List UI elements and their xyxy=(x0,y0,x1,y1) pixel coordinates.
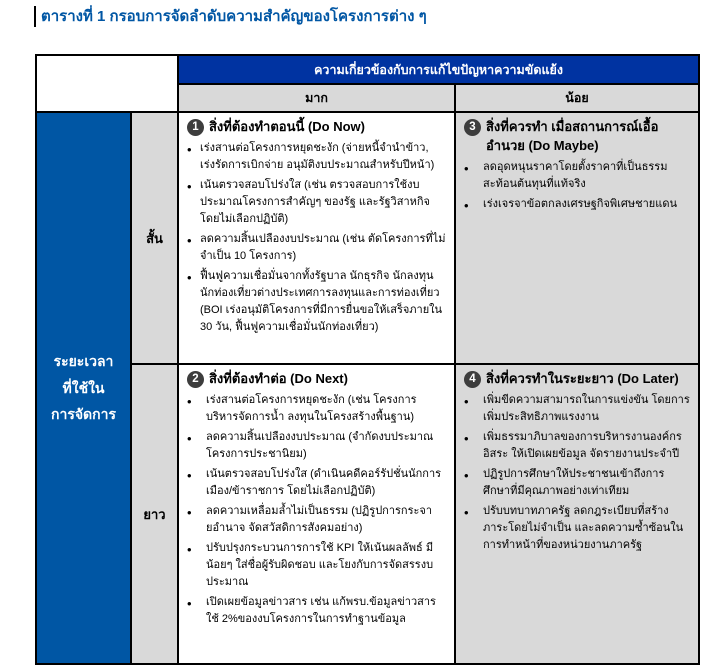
number-badge-icon: 1 xyxy=(187,119,204,136)
list-item: • เน้นตรวจสอบโปร่งใส (เช่น ตรวจสอบการใช้งบประมาณโครงการสำคัญๆ ของรัฐ และรัฐวิสาหกิจ โดยไม่เลือกปฏิบัติ) xyxy=(187,177,446,228)
number-badge-icon: 4 xyxy=(464,371,481,388)
row-header-long: ยาว xyxy=(132,365,179,663)
list-item: • เน้นตรวจสอบโปร่งใส (ดำเนินคดีคอร์รัปชั่นนักการเมือง/ข้าราชการ โดยไม่เลือกปฏิบัติ) xyxy=(187,466,446,500)
bullet-list xyxy=(187,392,446,629)
quadrant-do-now xyxy=(179,113,456,365)
list-item: • ลดความสิ้นเปลืองงบประมาณ (จำกัดงบประมาณโครงการประชานิยม) xyxy=(187,429,446,463)
list-item: • เร่งสานต่อโครงการหยุดชะงัก (เช่น โครงการบริหารจัดการน้ำ ลงทุนในโครงสร้างพื้นฐาน) xyxy=(187,392,446,426)
row-header-line-2: ที่ใช้ใน xyxy=(62,379,105,396)
column-header-low: น้อย xyxy=(456,85,698,113)
quadrant-do-next xyxy=(179,365,456,663)
list-item: • ลดความเหลื่อมล้ำไม่เป็นธรรม (ปฏิรูปการกระจายอำนาจ จัดสวัสดิการสังคมอย่าง) xyxy=(187,503,446,537)
quadrant-heading xyxy=(464,370,690,389)
quadrant-do-later xyxy=(456,365,698,663)
list-item: • ลดอุดหนุนราคาโดยตั้งราคาที่เป็นธรรม สะท้อนต้นทุนที่แท้จริง xyxy=(464,159,690,193)
quadrant-heading xyxy=(464,118,690,156)
list-item: • ปรับบทบาทภาครัฐ ลดกฎระเบียบที่สร้างภาระโดยไม่จำเป็น และลดความซ้ำซ้อนในการทำหน้าที่ของหน่วยงานภาครัฐ xyxy=(464,503,690,554)
column-group-header: ความเกี่ยวข้องกับการแก้ไขปัญหาความขัดแย้ง xyxy=(179,56,698,85)
bullet-list xyxy=(187,140,446,337)
column-header-high: มาก xyxy=(179,85,456,113)
quadrant-title: สิ่งที่ควรทำในระยะยาว (Do Later) xyxy=(486,371,679,386)
bullet-list xyxy=(464,159,690,213)
row-header-line-1: ระยะเวลา xyxy=(53,353,114,370)
list-item: • ฟื้นฟูความเชื่อมั่นจากทั้งรัฐบาล นักธุรกิจ นักลงทุน นักท่องเที่ยวต่างประเทศการลงทุนและการท่องเที่ยว (BOI เร่งอนุมัติโครงการที่มีการยื่นขอให้เสร็จภายใน 30 วัน, ฟื้นฟูความเชื่อมั่นนักท่องเที่ยว) xyxy=(187,268,446,336)
list-item: • ปฏิรูปการศึกษาให้ประชาชนเข้าถึงการศึกษาที่มีคุณภาพอย่างเท่าเทียม xyxy=(464,466,690,500)
table-caption: ตารางที่ 1 กรอบการจัดลำดับความสำคัญของโครงการต่าง ๆ xyxy=(34,6,706,27)
quadrant-title: สิ่งที่ต้องทำตอนนี้ (Do Now) xyxy=(209,119,365,134)
priority-matrix-table xyxy=(35,54,700,665)
row-header-short: สั้น xyxy=(132,113,179,365)
number-badge-icon: 2 xyxy=(187,371,204,388)
row-header-line-3: การจัดการ xyxy=(50,406,116,423)
list-item: • เร่งสานต่อโครงการหยุดชะงัก (จ่ายหนี้จำนำข้าว, เร่งรัดการเบิกจ่าย อนุมัติงบประมาณสำหรับปีหน้า) xyxy=(187,140,446,174)
list-item: • เพิ่มธรรมาภิบาลของการบริหารงานองค์กรอิสระ ให้เปิดเผยข้อมูล จัดรายงานประจำปี xyxy=(464,429,690,463)
bullet-list xyxy=(464,392,690,554)
quadrant-heading xyxy=(187,370,446,389)
list-item: • ปรับปรุงกระบวนการการใช้ KPI ให้เน้นผลลัพธ์ มีน้อยๆ ใส่ชื่อผู้รับผิดชอบ และโยงกับการจัดสรรงบประมาณ xyxy=(187,540,446,591)
quadrant-heading xyxy=(187,118,446,137)
list-item: • เร่งเจรจาข้อตกลงเศรษฐกิจพิเศษชายแดน xyxy=(464,196,690,213)
number-badge-icon: 3 xyxy=(464,119,481,136)
quadrant-title: สิ่งที่ต้องทำต่อ (Do Next) xyxy=(209,371,348,386)
corner-cell xyxy=(37,56,179,113)
row-group-header xyxy=(37,113,132,663)
list-item: • เพิ่มขีดความสามารถในการแข่งขัน โดยการเพิ่มประสิทธิภาพแรงงาน xyxy=(464,392,690,426)
quadrant-do-maybe xyxy=(456,113,698,365)
list-item: • ลดความสิ้นเปลืองงบประมาณ (เช่น ตัดโครงการที่ไม่จำเป็น 10 โครงการ) xyxy=(187,231,446,265)
list-item: • เปิดเผยข้อมูลข่าวสาร เช่น แก้พรบ.ข้อมูลข่าวสาร ใช้ 2%ของงบโครงการในการทำฐานข้อมูล xyxy=(187,594,446,628)
quadrant-title: สิ่งที่ควรทำ เมื่อสถานการณ์เอื้ออำนวย (Do Maybe) xyxy=(486,119,659,153)
